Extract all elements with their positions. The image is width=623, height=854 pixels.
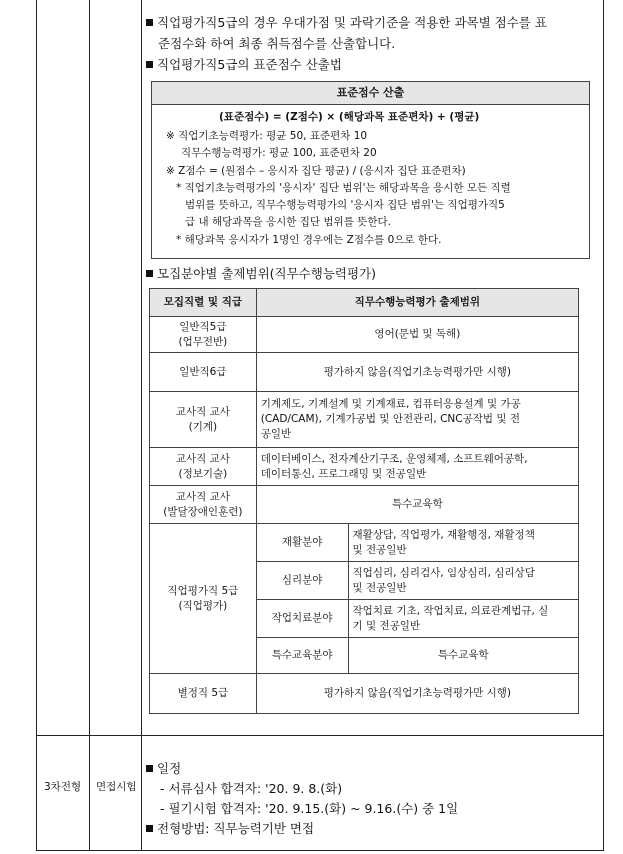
sub-field-cell: 심리분야 <box>256 562 348 600</box>
standard-score-box <box>151 81 590 259</box>
square-bullet-icon <box>146 825 153 832</box>
scope-cell: 평가하지 않음(직업기초능력평가만 시행) <box>256 353 578 392</box>
position-cell: 일반직6급 <box>150 353 257 392</box>
scope-title: 모집분야별 출제범위(직무수행능력평가) <box>146 265 376 282</box>
position-cell: 별정직 5급 <box>150 674 257 714</box>
exam-type-label: 면접시험 <box>96 781 137 793</box>
scope-cell: 영어(문법 및 독해) <box>256 317 578 353</box>
scope-cell: 데이터베이스, 전자계산기구조, 운영체제, 소프트웨어공학, 데이터통신, 프로그래밍 및 전공일반 <box>256 448 578 486</box>
scope-cell: 특수교육학 <box>256 486 578 524</box>
schedule-title: 일정 <box>146 760 181 777</box>
scope-cell: 특수교육학 <box>348 638 578 674</box>
scope-cell: 작업치료 기초, 작업치료, 의료관계법규, 실 기 및 전공일반 <box>348 600 578 638</box>
note-1b: 직무수행능력평가: 평균 100, 표준편차 20 <box>181 147 377 159</box>
intro-bullet-2: 직업평가직5급의 표준점수 산출법 <box>146 56 342 73</box>
table-row <box>150 448 579 486</box>
intro-bullet-1: 직업평가직5급의 경우 우대가점 및 과락기준을 적용한 과목별 점수를 표 <box>146 14 547 31</box>
table-row <box>150 524 579 562</box>
scope-table <box>149 288 579 714</box>
col-header-scope: 직무수행능력평가 출제범위 <box>256 289 578 317</box>
scope-cell: 평가하지 않음(직업기초능력평가만 시행) <box>256 674 578 714</box>
table-row <box>150 486 579 524</box>
position-cell: 교사직 교사 (기계) <box>150 392 257 448</box>
square-bullet-icon <box>146 19 153 26</box>
scope-cell: 직업심리, 심리검사, 임상심리, 심리상담 및 전공일반 <box>348 562 578 600</box>
position-cell: 직업평가직 5급 (직업평가) <box>150 524 257 674</box>
position-cell: 교사직 교사 (정보기술) <box>150 448 257 486</box>
table-row <box>150 353 579 392</box>
scope-cell: 재활상담, 직업평가, 재활행정, 재활정책 및 전공일반 <box>348 524 578 562</box>
bottom-border <box>36 850 604 851</box>
sub-field-cell: 작업치료분야 <box>256 600 348 638</box>
col-divider-1 <box>89 0 90 851</box>
square-bullet-icon <box>146 270 153 277</box>
method-line: 전형방법: 직무능력기반 면접 <box>146 820 314 837</box>
schedule-item-2: - 필기시험 합격자: '20. 9.15.(화) ~ 9.16.(수) 중 1일 <box>160 801 459 816</box>
sub-field-cell: 재활분야 <box>256 524 348 562</box>
note-3-line1: * 직업기초능력평가의 '응시자' 집단 범위'는 해당과목을 응시한 모든 직렬 <box>176 182 511 194</box>
position-cell: 일반직5급 (업무전반) <box>150 317 257 353</box>
table-row <box>150 392 579 448</box>
table-row <box>150 317 579 353</box>
schedule-item-1: - 서류심사 합격자: '20. 9. 8.(화) <box>160 781 343 796</box>
note-2: ※ Z점수 = (원점수 – 응시자 집단 평균) / (응시자 집단 표준편차) <box>166 165 466 177</box>
table-row <box>150 674 579 714</box>
col-header-position: 모집직렬 및 직급 <box>150 289 257 317</box>
note-3-line2: 범위를 뜻하고, 직무수행능력평가의 '응시자 집단 범위'는 직업평가직5 <box>185 199 505 211</box>
scope-cell: 기계제도, 기계설계 및 기계재료, 컴퓨터응용설계 및 가공 (CAD/CAM), 기계가공법 및 안전관리, CNC공작법 및 전 공일반 <box>256 392 578 448</box>
position-cell: 교사직 교사 (발달장애인훈련) <box>150 486 257 524</box>
note-1a: ※ 직업기초능력평가: 평균 50, 표준편차 10 <box>166 130 368 142</box>
square-bullet-icon <box>146 61 153 68</box>
note-4: * 해당과목 응시자가 1명인 경우에는 Z점수를 0으로 한다. <box>176 234 442 246</box>
table-header-row <box>150 289 579 317</box>
standard-score-header: 표준점수 산출 <box>152 82 589 105</box>
col-divider-2 <box>141 0 142 851</box>
outer-right-border <box>603 0 604 851</box>
stage-label: 3차전형 <box>44 781 82 793</box>
intro-bullet-1-cont: 준점수화 하여 최종 취득점수를 산출합니다. <box>158 36 396 51</box>
outer-left-border <box>36 0 37 851</box>
row-divider <box>36 735 604 736</box>
square-bullet-icon <box>146 765 153 772</box>
note-3-line3: 급 내 해당과목을 응시한 집단 범위를 뜻한다. <box>185 216 391 228</box>
standard-score-formula: (표준점수) = (Z점수) × (해당과목 표준편차) + (평균) <box>219 111 480 123</box>
sub-field-cell: 특수교육분야 <box>256 638 348 674</box>
